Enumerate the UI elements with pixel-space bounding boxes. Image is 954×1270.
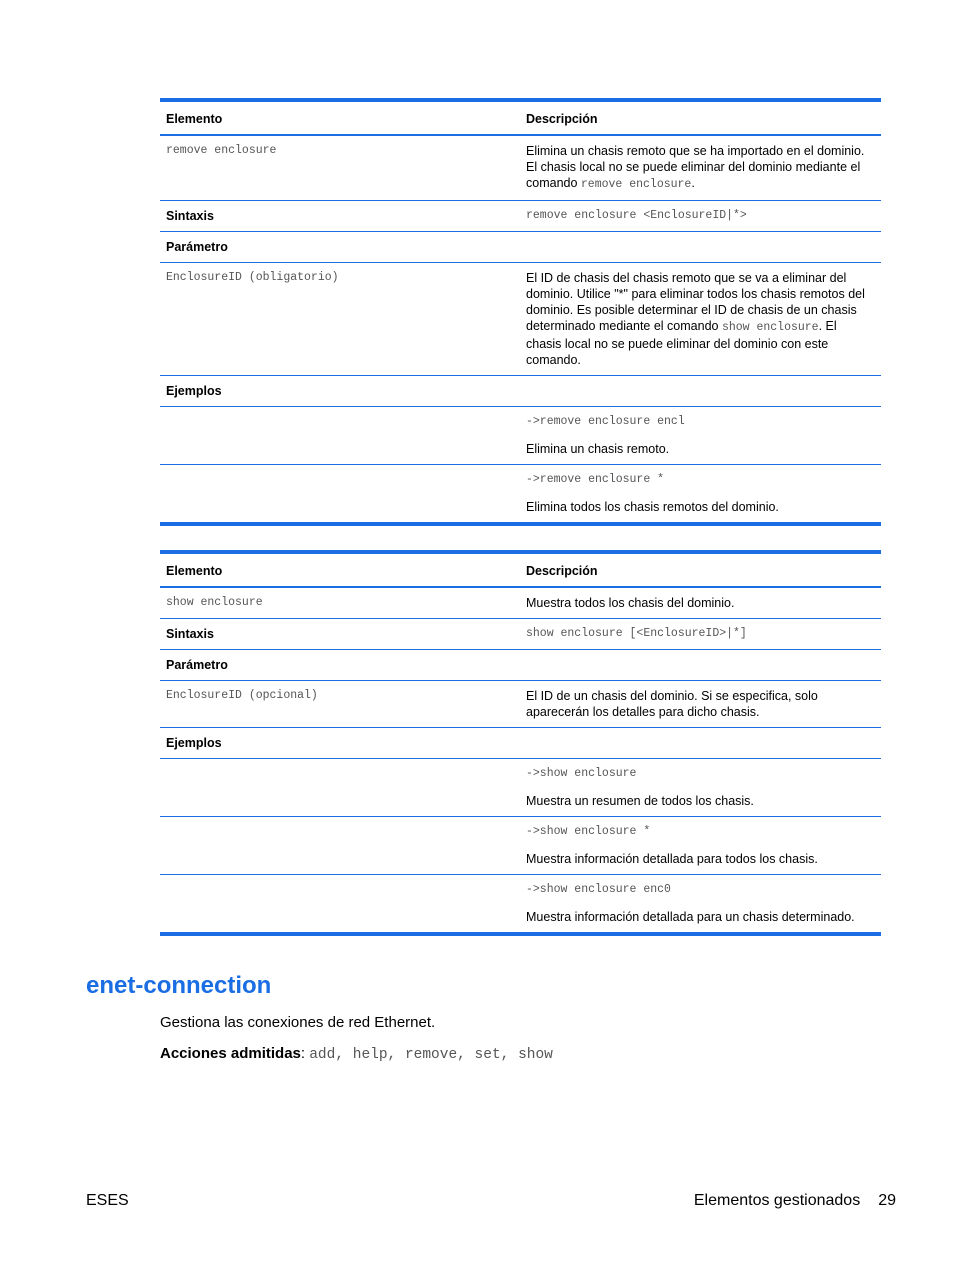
example-description: Muestra un resumen de todos los chasis. xyxy=(526,794,754,808)
table-row xyxy=(160,681,881,728)
example-command: ->remove enclosure * xyxy=(526,473,665,486)
table-row xyxy=(160,232,881,263)
section-title: enet-connection xyxy=(86,972,272,999)
example-command: ->show enclosure xyxy=(526,767,637,780)
parameter-name: EnclosureID (opcional) xyxy=(166,689,318,702)
parameter-label: Parámetro xyxy=(166,240,228,254)
example-command: ->show enclosure * xyxy=(526,825,651,838)
command-description: Elimina un chasis remoto que se ha importado en el dominio. El chasis local no se puede eliminar del dominio mediante el comando remove enclosure. xyxy=(526,144,865,191)
example-command: ->remove enclosure encl xyxy=(526,415,685,428)
header-elemento: Elemento xyxy=(166,112,223,126)
header-descripcion: Descripción xyxy=(526,112,598,126)
header-descripcion: Descripción xyxy=(526,564,598,578)
examples-label: Ejemplos xyxy=(166,736,222,750)
table-row xyxy=(160,201,881,232)
actions-label: Acciones admitidas xyxy=(160,1045,301,1062)
syntax-label: Sintaxis xyxy=(166,209,214,223)
footer-section: Elementos gestionados 29 xyxy=(693,1192,896,1209)
table-row xyxy=(160,263,881,376)
parameter-name: EnclosureID (obligatorio) xyxy=(166,271,339,284)
example-row xyxy=(160,407,881,465)
example-command: ->show enclosure enc0 xyxy=(526,883,671,896)
example-description: Muestra información detallada para un chasis determinado. xyxy=(526,910,855,924)
table-header-row xyxy=(160,552,881,587)
table-row xyxy=(160,135,881,201)
supported-actions: Acciones admitidas: add, help, remove, set, show xyxy=(160,1045,553,1063)
example-description: Elimina todos los chasis remotos del dominio. xyxy=(526,500,779,514)
page-number: 29 xyxy=(878,1192,896,1209)
table-row xyxy=(160,650,881,681)
example-row xyxy=(160,817,881,875)
syntax-value: show enclosure [<EnclosureID>|*] xyxy=(526,627,747,640)
syntax-label: Sintaxis xyxy=(166,627,214,641)
table-row xyxy=(160,587,881,619)
footer-locale: ESES xyxy=(86,1192,129,1209)
remove-enclosure-table xyxy=(160,98,881,526)
parameter-description: El ID de un chasis del dominio. Si se especifica, solo aparecerán los detalles para dicho chasis. xyxy=(526,689,818,719)
command-name: remove enclosure xyxy=(166,144,277,157)
example-row xyxy=(160,465,881,525)
command-name: show enclosure xyxy=(166,596,263,609)
header-elemento: Elemento xyxy=(166,564,223,578)
parameter-description: El ID de chasis del chasis remoto que se va a eliminar del dominio. Utilice "*" para eliminar todos los chasis remotos del dominio. Es posible determinar el ID de chasis de un chasis determinado mediante el comando show enclosure. El chasis local no se puede eliminar del dominio con este comando. xyxy=(526,271,865,367)
table-row xyxy=(160,728,881,759)
example-row xyxy=(160,759,881,817)
show-enclosure-table xyxy=(160,550,881,936)
section-description: Gestiona las conexiones de red Ethernet. xyxy=(160,1014,436,1031)
table-header-row xyxy=(160,100,881,135)
command-description: Muestra todos los chasis del dominio. xyxy=(526,596,735,610)
table-row xyxy=(160,376,881,407)
table-row xyxy=(160,619,881,650)
actions-list: add, help, remove, set, show xyxy=(309,1047,553,1063)
examples-label: Ejemplos xyxy=(166,384,222,398)
example-description: Elimina un chasis remoto. xyxy=(526,442,670,456)
parameter-label: Parámetro xyxy=(166,658,228,672)
example-description: Muestra información detallada para todos los chasis. xyxy=(526,852,818,866)
syntax-value: remove enclosure <EnclosureID|*> xyxy=(526,209,747,222)
example-row xyxy=(160,875,881,935)
